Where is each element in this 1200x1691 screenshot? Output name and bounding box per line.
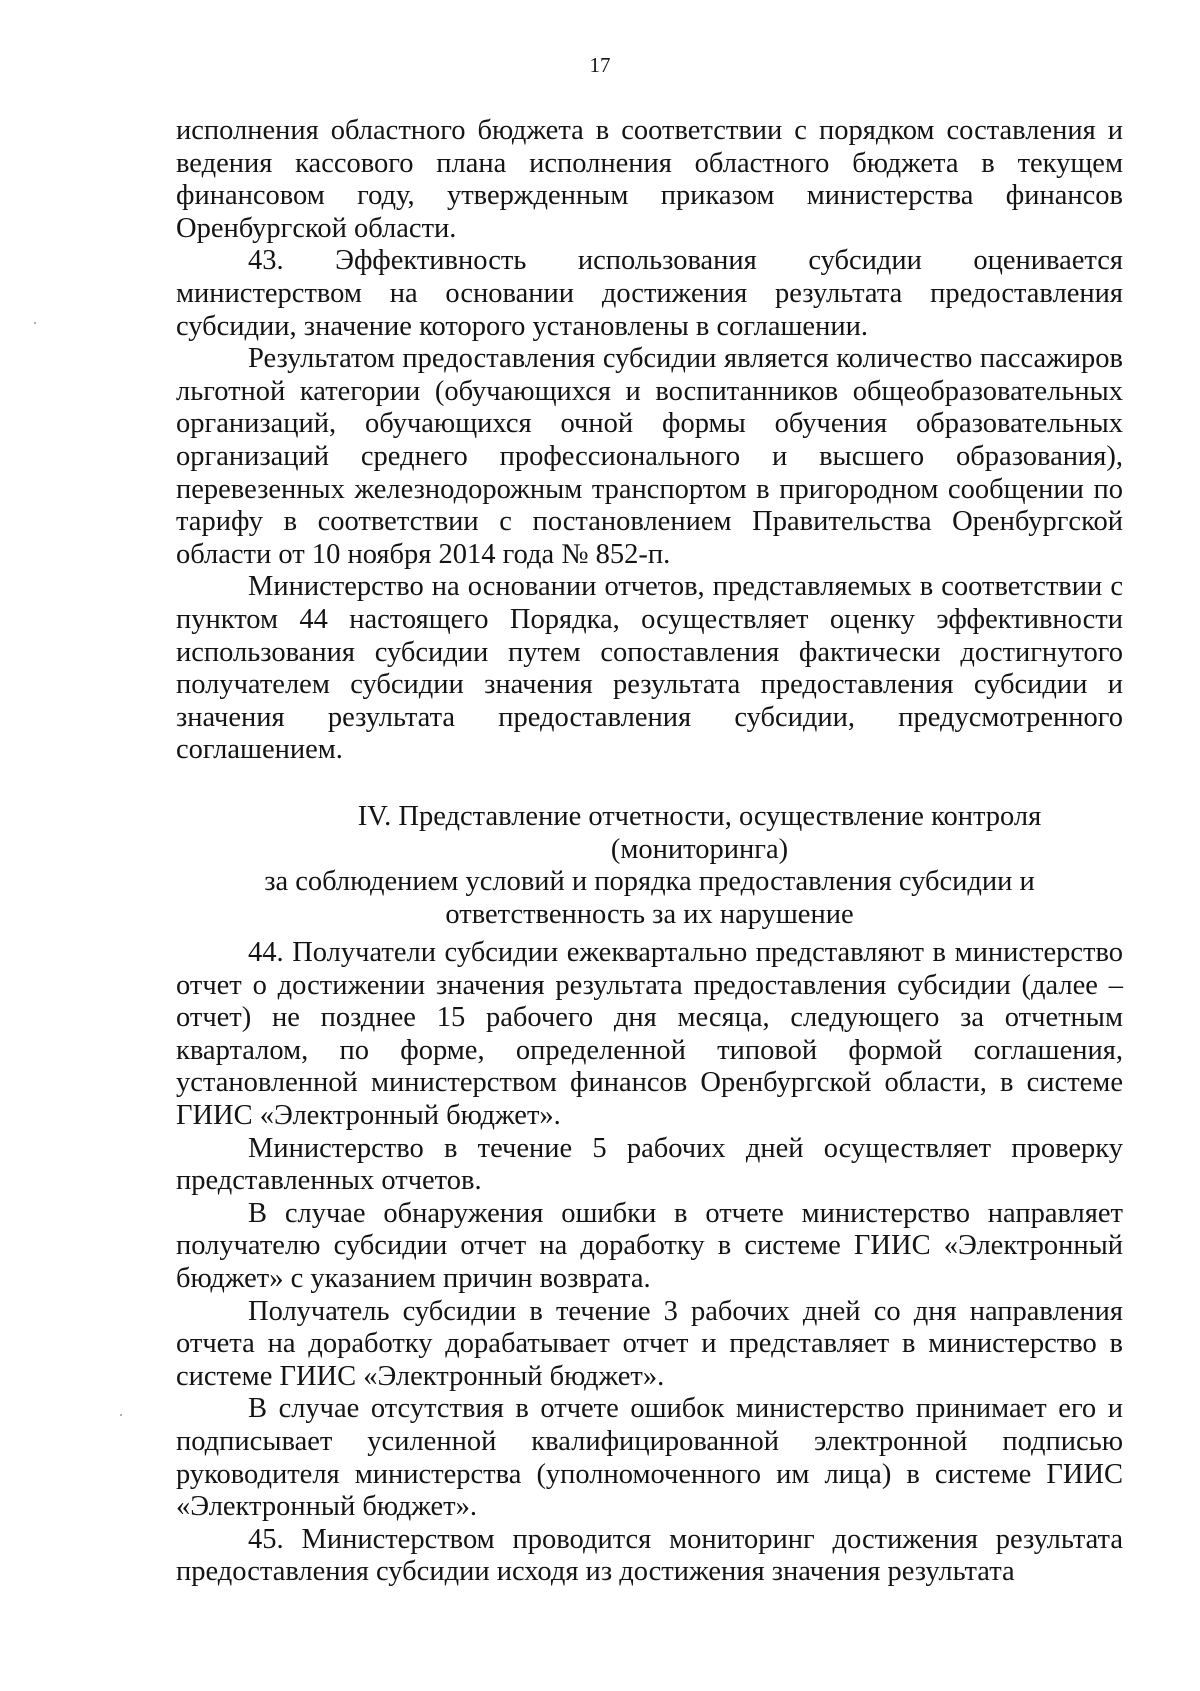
paragraph-result-definition: Результатом предоставления субсидии является количество пассажиров льготной категории (обучающихся и воспитанников общеобразовательных организаций, обучающихся очной формы обучения образовательных организаций среднего профессионального и высшего образования), перевезенных железнодорожным транспортом в пригородном сообщении по тарифу в соответствии с постановлением Правительства Оренбургской области от 10 ноября 2014 года № 852-п. — [176, 343, 1123, 570]
section-heading — [176, 801, 1123, 931]
paragraph-item-45: 45. Министерством проводится мониторинг достижения результата предоставления субсидии исходя из достижения значения результата — [176, 1523, 1123, 1588]
section-heading-line: за соблюдением условий и порядка предоставления субсидии и — [264, 866, 1035, 898]
body-text-top — [176, 115, 1123, 767]
body-text-bottom — [176, 937, 1123, 1589]
paragraph-report-rework: Получатель субсидии в течение 3 рабочих дней со дня направления отчета на доработку дорабатывает отчет и представляет в министерство в системе ГИИС «Электронный бюджет». — [176, 1295, 1123, 1392]
scan-speck — [120, 1414, 122, 1416]
paragraph-effectiveness-evaluation: Министерство на основании отчетов, представляемых в соответствии с пунктом 44 настоящего Порядка, осуществляет оценку эффективности использования субсидии путем сопоставления фактически достигнутого получателем субсидии значения результата предоставления субсидии и значения результата предоставления субсидии, предусмотренного соглашением. — [176, 571, 1123, 766]
paragraph-continuation: исполнения областного бюджета в соответствии с порядком составления и ведения кассового плана исполнения областного бюджета в текущем финансовом году, утвержденным приказом министерства финансов Оренбургской области. — [176, 115, 1123, 244]
paragraph-report-error: В случае обнаружения ошибки в отчете министерство направляет получателю субсидии отчет на доработку в системе ГИИС «Электронный бюджет» с указанием причин возврата. — [176, 1197, 1123, 1294]
paragraph-report-check: Министерство в течение 5 рабочих дней осуществляет проверку представленных отчетов. — [176, 1132, 1123, 1197]
paragraph-report-accept: В случае отсутствия в отчете ошибок министерство принимает его и подписывает усиленной квалифицированной электронной подписью руководителя министерства (уполномоченного им лица) в системе ГИИС «Электронный бюджет». — [176, 1393, 1123, 1523]
section-heading-line: ответственность за их нарушение — [445, 898, 854, 930]
page-number: 17 — [589, 53, 611, 77]
paragraph-item-43: 43. Эффективность использования субсидии оценивается министерством на основании достижения результата предоставления субсидии, значение которого установлены в соглашении. — [176, 245, 1123, 342]
section-heading-line: IV. Представление отчетности, осуществление контроля (мониторинга) — [357, 801, 1042, 865]
scan-speck — [34, 322, 36, 324]
paragraph-item-44: 44. Получатели субсидии ежеквартально представляют в министерство отчет о достижении значения результата предоставления субсидии (далее – отчет) не позднее 15 рабочего дня месяца, следующего за отчетным кварталом, по форме, определенной типовой формой соглашения, установленной министерством финансов Оренбургской области, в системе ГИИС «Электронный бюджет». — [176, 937, 1123, 1131]
